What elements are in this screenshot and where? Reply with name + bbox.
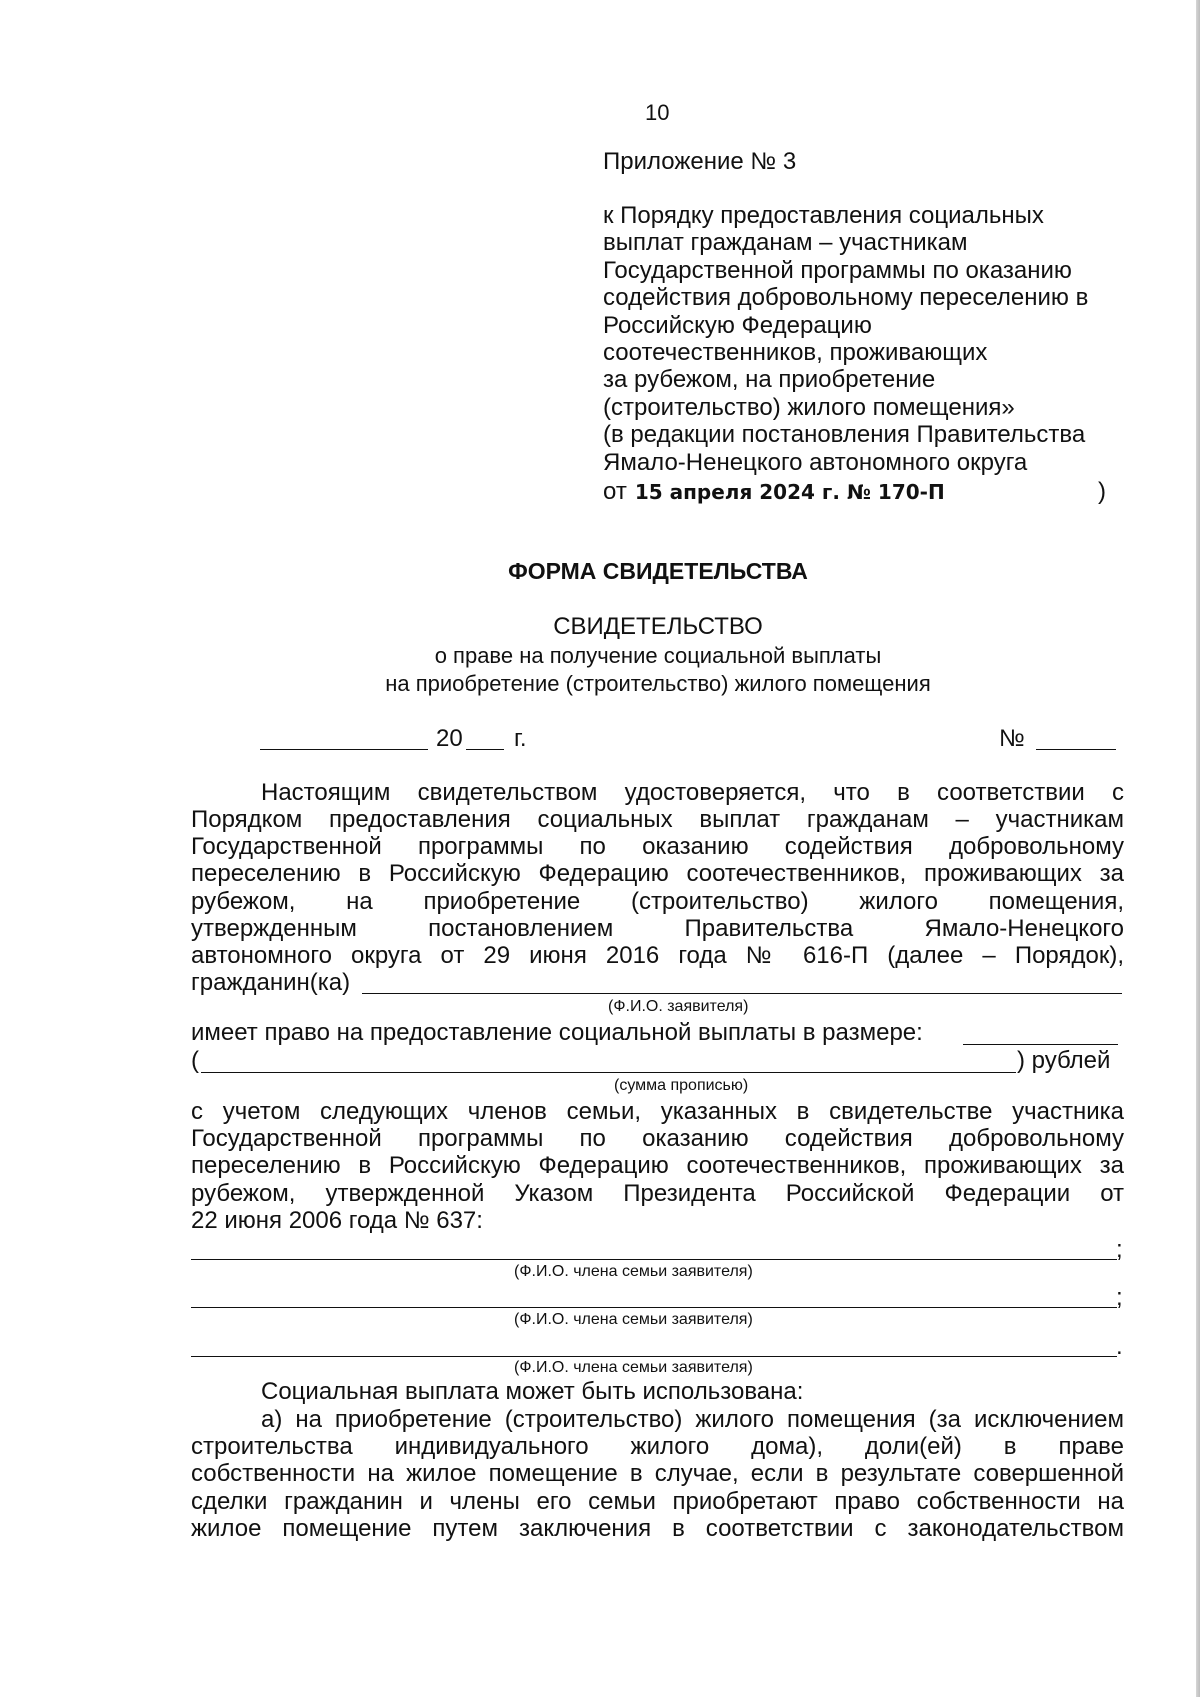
paragraph-2-line: 22 июня 2006 года № 637: <box>191 1207 483 1234</box>
paragraph-2-line: Государственной программы по оказанию содействия добровольному <box>191 1125 1124 1152</box>
order-ref-line: Ямало-Ненецкого автономного округа <box>603 448 1028 476</box>
payment-right-text: имеет право на предоставление социальной выплаты в размере: <box>191 1019 923 1046</box>
date-suffix: г. <box>514 725 527 752</box>
usage-a-line: жилое помещение путем заключения в соответствии с законодательством <box>191 1515 1124 1542</box>
paragraph-1-line: рубежом, на приобретение (строительство) жилого помещения, <box>191 888 1124 915</box>
paragraph-1-line: автономного округа от 29 июня 2016 года № 616-П (далее – Порядок), <box>191 942 1124 969</box>
date-day-month-blank[interactable] <box>260 749 428 750</box>
certificate-number-sign: № <box>999 725 1025 752</box>
edition-prefix: от <box>603 478 627 505</box>
applicant-name-field[interactable] <box>362 993 1122 994</box>
paragraph-1-line: Настоящим свидетельством удостоверяется, что в соответствии с <box>261 779 1124 806</box>
certificate-subtitle-2: на приобретение (строительство) жилого помещения <box>385 671 931 696</box>
order-ref-line: за рубежом, на приобретение <box>603 366 936 394</box>
order-ref-line: содействия добровольному переселению в <box>603 284 1089 312</box>
caption-family-member: (Ф.И.О. члена семьи заявителя) <box>514 1311 753 1328</box>
paragraph-1-line: Государственной программы по оказанию содействия добровольному <box>191 833 1124 860</box>
appendix-order-reference <box>603 202 1123 476</box>
usage-intro: Социальная выплата может быть использована: <box>261 1378 804 1405</box>
family-member-field[interactable] <box>191 1356 1117 1357</box>
usage-a-line: строительства индивидуального жилого дома), доли(ей) в праве <box>191 1433 1124 1460</box>
payment-amount-words-field[interactable] <box>201 1072 1016 1073</box>
form-title: ФОРМА СВИДЕТЕЛЬСТВА <box>508 558 808 584</box>
family-member-field[interactable] <box>191 1259 1117 1260</box>
page-number: 10 <box>645 100 670 125</box>
date-year-prefix: 20 <box>436 725 463 752</box>
usage-a-line: собственности на жилое помещение в случае, если в результате совершенной <box>191 1460 1124 1487</box>
paragraph-2-line: с учетом следующих членов семьи, указанных в свидетельстве участника <box>191 1098 1124 1125</box>
order-ref-line: Государственной программы по оказанию <box>603 256 1072 284</box>
paragraph-2-line: переселению в Российскую Федерацию соотечественников, проживающих за <box>191 1152 1124 1179</box>
caption-amount: (сумма прописью) <box>614 1077 749 1094</box>
certificate-subtitle-1: о праве на получение социальной выплаты <box>434 643 882 668</box>
payment-amount-number-field[interactable] <box>963 1044 1118 1045</box>
paragraph-1-line: Порядком предоставления социальных выплат гражданам – участникам <box>191 806 1124 833</box>
citizen-label: гражданин(ка) <box>191 969 351 996</box>
family-member-end-mark: ; <box>1116 1236 1123 1263</box>
amount-open-paren: ( <box>191 1047 199 1074</box>
order-ref-line: (в редакции постановления Правительства <box>603 421 1086 449</box>
amount-close-rubles: ) рублей <box>1017 1047 1111 1074</box>
order-ref-line: Российскую Федерацию <box>603 311 872 339</box>
order-ref-line: (строительство) жилого помещения» <box>603 393 1015 421</box>
family-member-field[interactable] <box>191 1307 1117 1308</box>
certificate-title: СВИДЕТЕЛЬСТВО <box>553 613 763 640</box>
family-member-end-mark: . <box>1116 1333 1123 1360</box>
edition-date-number: 15 апреля 2024 г. № 170-П <box>634 480 945 504</box>
usage-a-line: а) на приобретение (строительство) жилого помещения (за исключением <box>261 1406 1124 1433</box>
edition-date-line <box>603 478 945 506</box>
usage-a-line: сделки гражданин и члены его семьи приобретают право собственности на <box>191 1488 1124 1515</box>
paragraph-2-line: рубежом, утвержденной Указом Президента Российской Федерации от <box>191 1180 1124 1207</box>
caption-family-member: (Ф.И.О. члена семьи заявителя) <box>514 1263 753 1280</box>
paragraph-1-line: утвержденным постановлением Правительства Ямало-Ненецкого <box>191 915 1124 942</box>
certificate-number-blank[interactable] <box>1036 749 1116 750</box>
order-ref-line: выплат гражданам – участникам <box>603 229 968 257</box>
date-year-blank[interactable] <box>466 749 504 750</box>
caption-applicant: (Ф.И.О. заявителя) <box>608 998 749 1015</box>
order-ref-line: к Порядку предоставления социальных <box>603 202 1044 229</box>
family-member-end-mark: ; <box>1116 1284 1123 1311</box>
order-ref-line: соотечественников, проживающих <box>603 338 988 366</box>
edition-close-paren: ) <box>1098 478 1106 505</box>
appendix-title: Приложение № 3 <box>603 148 797 175</box>
caption-family-member: (Ф.И.О. члена семьи заявителя) <box>514 1359 753 1376</box>
page-edge <box>1196 0 1200 1697</box>
paragraph-1-line: переселению в Российскую Федерацию соотечественников, проживающих за <box>191 860 1124 887</box>
